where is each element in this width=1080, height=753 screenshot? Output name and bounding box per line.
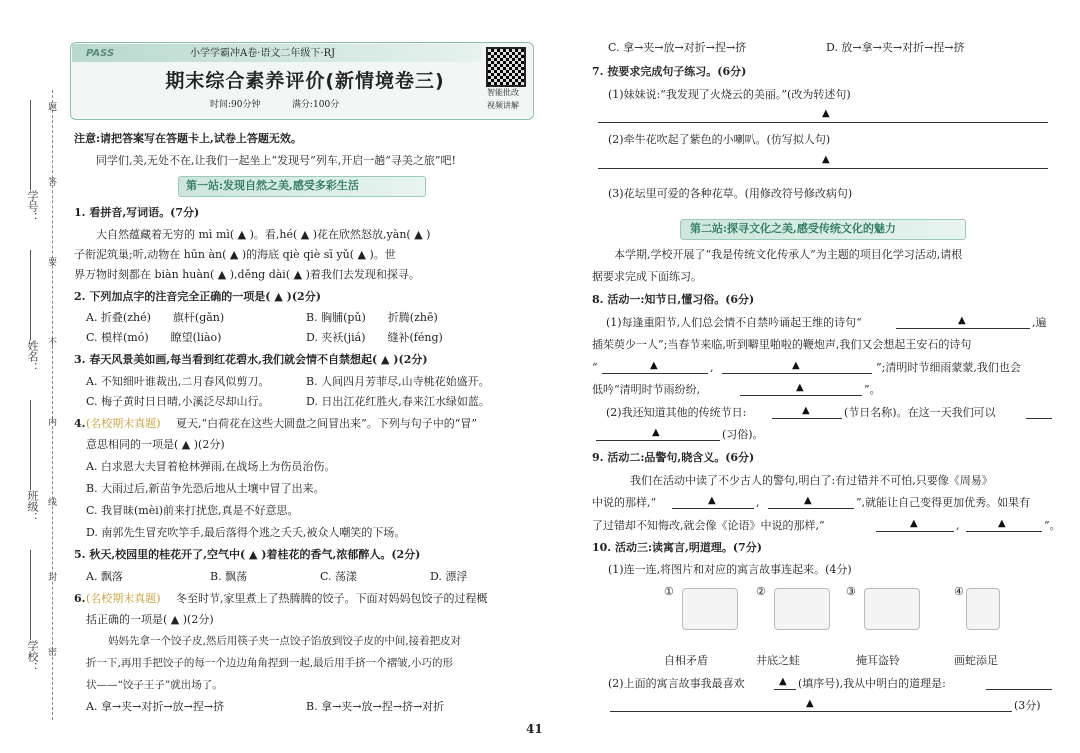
q10-num-1: ① [664, 585, 674, 598]
q9-line-2a: 中说的那样,“ [592, 496, 657, 509]
q8-mark-2: ▲ [650, 360, 658, 371]
q8-mark-4: ▲ [796, 382, 804, 393]
q10-num-3: ③ [846, 585, 856, 598]
q8-line-6b: (习俗)。 [722, 428, 764, 441]
station-2-title: 第二站:探寻文化之美,感受传统文化的魅力 [690, 222, 896, 235]
name-blank-line [30, 250, 31, 340]
q10-mark-1: ▲ [779, 676, 787, 687]
class-blank-line [30, 400, 31, 490]
q5-heading: 5. 秋天,校园里的桂花开了,空气中( ▲ )着桂花的香气,浓郁醉人。(2分) [74, 548, 421, 561]
q7-sentence-1: (1)妹妹说:“我发现了火烧云的美丽。”(改为转述句) [608, 88, 851, 101]
station-1-title: 第一站:发现自然之美,感受多彩生活 [186, 179, 359, 192]
q6-option-a[interactable]: A. 拿→夹→对折→放→捏→挤 [86, 700, 225, 713]
q6-option-d[interactable]: D. 放→拿→夹→对折→捏→挤 [826, 41, 965, 54]
q6-option-b[interactable]: B. 拿→夹→放→捏→挤→对折 [306, 700, 445, 713]
seal-char-7: 封 [48, 573, 58, 583]
q10-num-2: ② [756, 585, 766, 598]
q8-mark-6: ▲ [652, 427, 660, 438]
qr-code-icon[interactable] [486, 47, 526, 87]
q6-passage-2: 折一下,再用手把饺子的每一个边边角角捏到一起,最后用手挤一个褶皱,小巧的形 [86, 657, 454, 669]
q8-blank-6a[interactable] [1026, 418, 1052, 419]
class-label: 班级： [26, 490, 39, 523]
q6-passage-1: 妈妈先拿一个饺子皮,然后用筷子夹一点饺子馅放到饺子皮的中间,接着把皮对 [108, 635, 462, 647]
q9-comma-2: , [956, 519, 960, 532]
q9-blank-1[interactable] [672, 508, 754, 509]
q10-sentence-2a: (2)上面的寓言故事我最喜欢 [608, 677, 745, 690]
q4-option-c[interactable]: C. 我冒昧(mèi)前来打扰您,真是不好意思。 [86, 504, 299, 517]
q7-mark-1: ▲ [822, 108, 830, 119]
seal-char-3: 要 [48, 258, 58, 268]
q4-tag: (名校期末真题) [86, 417, 161, 430]
q3-heading: 3. 春天风景美如画,每当看到红花碧水,我们就会情不自禁想起( ▲ )(2分) [74, 353, 428, 366]
q6-heading-2: 括正确的一项是( ▲ )(2分) [86, 613, 214, 626]
q8-blank-6[interactable] [596, 440, 720, 441]
seal-char-5: 内 [48, 418, 58, 428]
intro-2-line-1: 本学期,学校开展了“我是传统文化传承人”为主题的项目化学习活动,请根 [614, 248, 963, 261]
q10-sentence-2b: (填序号),我从中明白的道理是: [798, 677, 946, 690]
q4-number: 4. [74, 417, 86, 430]
q6-number: 6. [74, 592, 86, 605]
fable-image-3[interactable] [864, 588, 920, 630]
q8-line-3b: ”;清明时节细雨蒙蒙,我们也会 [876, 361, 1021, 374]
q8-mark-5: ▲ [802, 405, 810, 416]
q9-mark-4: ▲ [998, 518, 1006, 529]
q9-blank-4[interactable] [966, 531, 1042, 532]
intro: 同学们,美,无处不在,让我们一起坐上“发现号”列车,开启一趟“寻美之旅”吧! [96, 154, 456, 167]
school-blank-line [30, 550, 31, 640]
student-id-label: 学号： [26, 190, 39, 223]
q4-option-a[interactable]: A. 白求恩大夫冒着枪林弹雨,在战场上为伤员治伤。 [86, 460, 336, 473]
q7-sentence-2: (2)牵牛花吹起了紫色的小喇叭。(仿写拟人句) [608, 133, 831, 146]
q2-option-c[interactable]: C. 模样(mó) 瞭望(liào) [86, 331, 222, 344]
intro-2-line-2: 据要求完成下面练习。 [592, 270, 702, 283]
q1-line-1: 大自然蕴藏着无穷的 mì mì( ▲ )。看,hé( ▲ )花在欣然怒放,yàn( ▲ ) [96, 228, 431, 241]
q3-option-a[interactable]: A. 不知细叶谁裁出,二月春风似剪刀。 [86, 375, 270, 388]
q3-option-b[interactable]: B. 人间四月芳菲尽,山寺桃花始盛开。 [306, 375, 490, 388]
fable-image-1[interactable] [682, 588, 738, 630]
q8-line-4a: 低吟“清明时节雨纷纷, [592, 383, 701, 396]
q8-blank-2[interactable] [602, 373, 708, 374]
qr-caption-2: 视频讲解 [487, 101, 519, 110]
q8-mark-3: ▲ [792, 360, 800, 371]
q10-score: (3分) [1014, 699, 1041, 712]
name-label: 姓名： [26, 340, 39, 373]
q3-option-c[interactable]: C. 梅子黄时日日晴,小溪泛尽却山行。 [86, 395, 270, 408]
q8-quote-open: “ [592, 361, 598, 374]
notice: 注意:请把答案写在答题卡上,试卷上答题无效。 [74, 132, 302, 145]
q2-option-b[interactable]: B. 胸脯(pǔ) 折腾(zhē) [306, 311, 438, 324]
story-2[interactable]: 井底之蛙 [756, 654, 800, 667]
series-name: 小学学霸冲A卷·语文二年级下·RJ [190, 48, 336, 59]
q2-option-a[interactable]: A. 折叠(zhé) 旗杆(gǎn) [86, 311, 225, 324]
q10-blank-2[interactable] [986, 689, 1052, 690]
q7-mark-2: ▲ [822, 154, 830, 165]
q5-option-b[interactable]: B. 飘荡 [210, 570, 248, 583]
q4-option-d[interactable]: D. 南郭先生冒充吹竽手,最后落得个逃之夭夭,被众人嘲笑的下场。 [86, 526, 406, 539]
q8-line-2: 插茱萸少一人”;当春节来临,听到噼里啪啦的鞭炮声,我们又会想起王安石的诗句 [592, 338, 972, 351]
q8-line-5b: (节日名称)。在这一天我们可以 [844, 406, 996, 419]
q9-comma-1: , [756, 496, 760, 509]
story-3[interactable]: 掩耳盗铃 [856, 654, 900, 667]
q8-blank-5[interactable] [772, 418, 842, 419]
q1-heading: 1. 看拼音,写词语。(7分) [74, 206, 200, 219]
q6-option-c[interactable]: C. 拿→夹→放→对折→捏→挤 [608, 41, 747, 54]
fable-image-4[interactable] [966, 588, 1000, 630]
seal-char-2: 答 [48, 178, 58, 188]
q9-line-3a: 了过错却不知悔改,就会像《论语》中说的那样,“ [592, 519, 825, 532]
q10-blank-3[interactable] [610, 711, 1012, 712]
q10-mark-2: ▲ [806, 698, 814, 709]
q9-line-2b: ”,就能让自己变得更加优秀。如果有 [856, 496, 1031, 509]
q9-blank-2[interactable] [768, 508, 854, 509]
q10-blank-1[interactable] [774, 689, 796, 690]
q6-passage-3: 状——“饺子王子”就出场了。 [86, 679, 223, 691]
q9-blank-3[interactable] [876, 531, 954, 532]
fable-image-2[interactable] [774, 588, 830, 630]
school-label: 学校： [26, 640, 39, 673]
q9-mark-1: ▲ [708, 495, 716, 506]
q8-line-4b: ”。 [864, 383, 881, 396]
q9-line-1: 我们在活动中读了不少古人的警句,明白了:有过错并不可怕,只要像《周易》 [630, 474, 993, 487]
seal-char-8: 密 [48, 648, 58, 658]
q8-line-5a: (2)我还知道其他的传统节日: [606, 406, 747, 419]
q5-option-c[interactable]: C. 荡漾 [320, 570, 358, 583]
q10-sentence-1: (1)连一连,将图片和对应的寓言故事连起来。(4分) [608, 563, 852, 576]
qr-caption-1: 智能批改 [487, 88, 519, 97]
seal-char-1: 题 [48, 103, 58, 113]
q4-option-b[interactable]: B. 大雨过后,新苗争先恐后地从土壤中冒了出来。 [86, 482, 325, 495]
q1-line-3: 界万物时刻都在 biàn huàn( ▲ ),děng dài( ▲ )着我们去发现和探寻。 [74, 268, 420, 281]
q8-mark-1: ▲ [958, 315, 966, 326]
q5-option-d[interactable]: D. 漂浮 [430, 570, 468, 583]
q2-heading: 2. 下列加点字的注音完全正确的一项是( ▲ )(2分) [74, 290, 321, 303]
story-1[interactable]: 自相矛盾 [664, 654, 708, 667]
q4-heading: 夏天,“白荷花在这些大圆盘之间冒出来”。下列与句子中的“冒” [176, 417, 477, 430]
q10-num-4: ④ [954, 585, 964, 598]
story-4[interactable]: 画蛇添足 [954, 654, 998, 667]
exam-title: 期末综合素养评价(新情境卷三) [165, 70, 445, 92]
q7-sentence-3: (3)花坛里可爱的各种花草。(用修改符号修改病句) [608, 187, 853, 200]
q9-mark-2: ▲ [804, 495, 812, 506]
q8-line-1a: (1)每逢重阳节,人们总会情不自禁吟诵起王维的诗句“ [606, 316, 862, 329]
exam-score: 满分:100分 [292, 100, 340, 110]
q2-option-d[interactable]: D. 夹袄(jiá) 缝补(féng) [306, 331, 443, 344]
q8-line-1b: ,遍 [1032, 316, 1047, 329]
q8-blank-1[interactable] [896, 328, 1030, 329]
q9-line-3b: ”。 [1044, 519, 1061, 532]
q3-option-d[interactable]: D. 日出江花红胜火,春来江水绿如蓝。 [306, 395, 490, 408]
seal-char-6: 线 [48, 498, 58, 508]
q1-line-2: 子衔泥筑巢;听,动物在 hūn àn( ▲ )的海底 qiè qiè sī yǔ( ▲ )。世 [74, 248, 396, 261]
q6-tag: (名校期末真题) [86, 592, 161, 605]
exam-time: 时间:90分钟 [210, 100, 261, 110]
q8-heading: 8. 活动一:知节日,懂习俗。(6分) [592, 293, 755, 306]
q8-blank-4[interactable] [740, 395, 862, 396]
q9-heading: 9. 活动二:品警句,晓含义。(6分) [592, 451, 755, 464]
brand-logo: PASS [86, 48, 115, 59]
q10-heading: 10. 活动三:读寓言,明道理。(7分) [592, 541, 762, 554]
seal-char-4: 不 [48, 338, 58, 348]
q5-option-a[interactable]: A. 飘落 [86, 570, 123, 583]
q7-answer-line-2[interactable] [598, 168, 1048, 169]
q8-comma: , [710, 361, 714, 374]
q8-blank-3[interactable] [722, 373, 872, 374]
q7-answer-line-1[interactable] [598, 122, 1048, 123]
q9-mark-3: ▲ [910, 518, 918, 529]
q7-heading: 7. 按要求完成句子练习。(6分) [592, 65, 747, 78]
q6-heading: 冬至时节,家里煮上了热腾腾的饺子。下面对妈妈包饺子的过程概 [176, 592, 488, 605]
page-number: 41 [526, 722, 543, 736]
id-blank-line [30, 100, 31, 190]
q4-heading-2: 意思相同的一项是( ▲ )(2分) [86, 438, 225, 451]
